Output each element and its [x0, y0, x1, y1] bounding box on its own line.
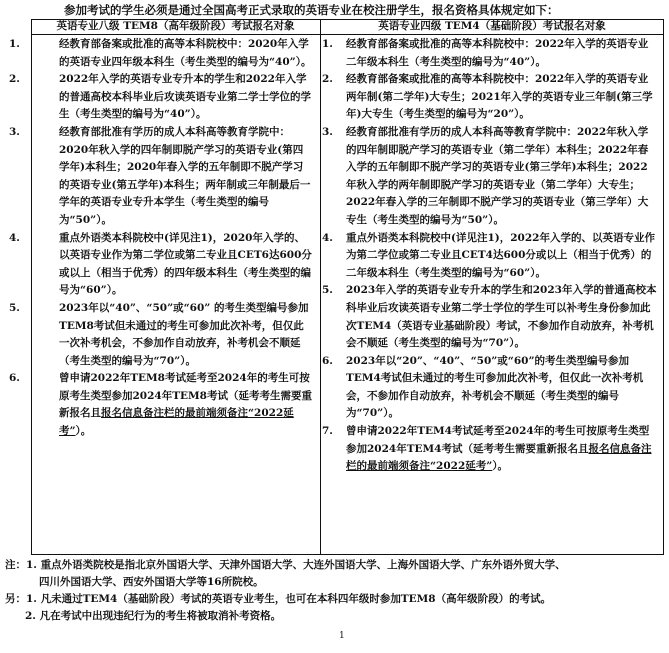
- tem4-item: [322, 230, 657, 283]
- tem4-item: [322, 282, 657, 352]
- tem4-header: 英语专业四级 TEM4（基础阶段）考试报名对象: [378, 20, 606, 32]
- item-number: 6.: [322, 354, 333, 367]
- tem8-item: [9, 230, 312, 300]
- item-number: 4.: [322, 231, 333, 244]
- tem8-item: [9, 71, 312, 124]
- item-text: [59, 370, 312, 440]
- item-text: 2023年以“40”、“50”或“60” 的考生类型编号参加TEM8考试但未通过的考生可参加此次补考，但仅此一次补考机会，不参加作自动放弃，补考机会不顺延（考生类型的编号为“70”）。: [59, 301, 309, 367]
- note-1: [5, 557, 665, 574]
- item-number: 5.: [322, 284, 333, 297]
- tem4-item: [322, 353, 657, 423]
- item-text: 2023年以“20”、“40”、“50”或“60”的考生类型编号参加TEM4考试但未通过的考生可参加此次补考，但仅此一次补考机会，不参加作自动放弃，补考机会不顺延（考生类型的编号为“70”）。: [346, 354, 644, 420]
- note-text: 1. 凡未通过TEM4（基础阶段）考试的英语专业考生，也可在本科四年级时参加TEM8（高年级阶段）的考试。: [26, 593, 552, 605]
- item-text: 经教育部备案或批准的高等本科院校中：2022年入学的英语专业二年级本科生（考生类型的编号为“40”）。: [346, 38, 649, 68]
- other-note-1: [5, 591, 665, 608]
- item-text: 2022年入学的英语专业专升本的学生和2022年入学的普通高校本科毕业后攻读英语专业第二学士学位的学生（考生类型的编号为“40”）。: [59, 73, 311, 121]
- tem8-item: [9, 300, 312, 370]
- tem4-column: [321, 19, 663, 476]
- item-number: 1.: [9, 38, 20, 50]
- note-text: 2. 凡在考试中出现违纪行为的考生将被取消补考资格。: [25, 610, 282, 622]
- item-text: [346, 423, 657, 476]
- item-text: 经教育部批准有学历的成人本科高等教育学院中：2020年秋入学的四年制即脱产学习的英语专业(第四学年)本科生；2020年春入学的五年制即不脱产学习的英语专业(第五学年)本科生；两年制或三年制最后一学年的英语专业专升本学生（考生类型的编号为“50”）。: [59, 125, 311, 226]
- item-text-prefix: 曾申请2022年TEM8考试延考至2024年的考生可按原考生类型参加2024年TEM8考试（延考考生需要重新报名且: [59, 372, 312, 420]
- tem8-header: 英语专业八级 TEM8（高年级阶段）考试报名对象: [56, 20, 295, 32]
- item-text-suffix: ）。: [492, 460, 509, 473]
- notes-section: [5, 557, 665, 625]
- note-text: 1. 重点外语类院校是指北京外国语大学、天津外国语大学、大连外国语大学、上海外国语大学、广东外语外贸大学、: [26, 559, 566, 571]
- tem4-item: [322, 124, 657, 230]
- tem8-item: [9, 370, 312, 440]
- note-label: 注：: [5, 559, 26, 571]
- item-text-underlined: 报名信息备注栏的最前端须备注“2022延考”: [59, 407, 294, 438]
- table-bottom-border: [31, 554, 664, 555]
- eligibility-table: [9, 19, 664, 555]
- tem4-item: [322, 71, 657, 124]
- tem8-column: [9, 19, 320, 441]
- intro-text: 参加考试的学生必须是通过全国高考正式录取的英语专业在校注册学生，报名资格具体规定如下：: [64, 3, 559, 17]
- item-number: 6.: [9, 372, 20, 385]
- item-number: 2.: [322, 73, 333, 86]
- tem8-item: [9, 36, 312, 71]
- item-number: 7.: [322, 425, 333, 438]
- item-number: 4.: [9, 231, 20, 244]
- item-number: 5.: [9, 301, 20, 314]
- item-number: 1.: [322, 38, 333, 50]
- other-label: 另：: [5, 593, 26, 605]
- item-text: 重点外语类本科院校中(详见注1)，2020年入学的、以英语专业作为第二学位或第二专业且CET6达600分或以上（相当于优秀）的四年级本科生（考生类型的编号为“60”）。: [59, 231, 312, 297]
- item-text-suffix: ）。: [75, 425, 92, 438]
- note-1-continued: [5, 574, 665, 591]
- table-right-border: [663, 19, 664, 555]
- item-text: 重点外语类本科院校中(详见注1)，2022年入学的、以英语专业作为第二学位或第二专业且CET4达600分或以上（相当于优秀）的二年级本科生（考生类型的编号为“60”）。: [346, 231, 655, 279]
- item-text: 经教育部备案或批准的高等本科院校中：2020年入学的英语专业四年级本科生（考生类型的编号为“40”）。: [59, 38, 312, 68]
- item-text: 经教育部批准有学历的成人本科高等教育学院中：2022年秋入学的四年制即脱产学习的英语专业（第二学年）本科生；2022年春入学的五年制即不脱产学习的英语专业(第三学年)本科生；2022年秋入学的两年制即脱产学习的英语专业（第二学年）大专生；2022年春入学的三年制即不脱产学习的英语专业（第三学年）大专生（考生类型的编号为“50”）。: [346, 125, 649, 226]
- item-text: 经教育部备案或批准的高等本科院校中：2022年入学的英语专业两年制(第二学年)大专生；2021年入学的英语专业三年制(第三学年)大专生（考生类型的编号为“20”）。: [346, 73, 653, 121]
- item-number: 2.: [9, 73, 20, 86]
- tem4-item: [322, 36, 657, 71]
- page-number: 1: [339, 631, 345, 641]
- other-note-2: [5, 608, 665, 625]
- note-text: 四川外国语大学、西安外国语大学等16所院校。: [39, 576, 264, 588]
- tem8-item: [9, 124, 312, 230]
- item-text-prefix: 曾申请2022年TEM4考试延考至2024年的考生可按原考生类型参加2024年TEM4考试（延考考生需要重新报名且: [346, 425, 650, 455]
- item-text-underlined: 报名信息备注栏的最前端须备注“2022延考”: [346, 442, 652, 473]
- tem4-item: [322, 423, 657, 476]
- item-text: 2023年入学的英语专业专升本的学生和2023年入学的普通高校本科毕业后攻读英语专业第二学士学位的学生可以补考生身份参加此次TEM4（英语专业基础阶段）考试，不参加作自动放弃，补考机会不顺延（考生类型的编号为“70”）。: [346, 284, 657, 350]
- item-number: 3.: [322, 125, 333, 138]
- item-number: 3.: [9, 125, 20, 138]
